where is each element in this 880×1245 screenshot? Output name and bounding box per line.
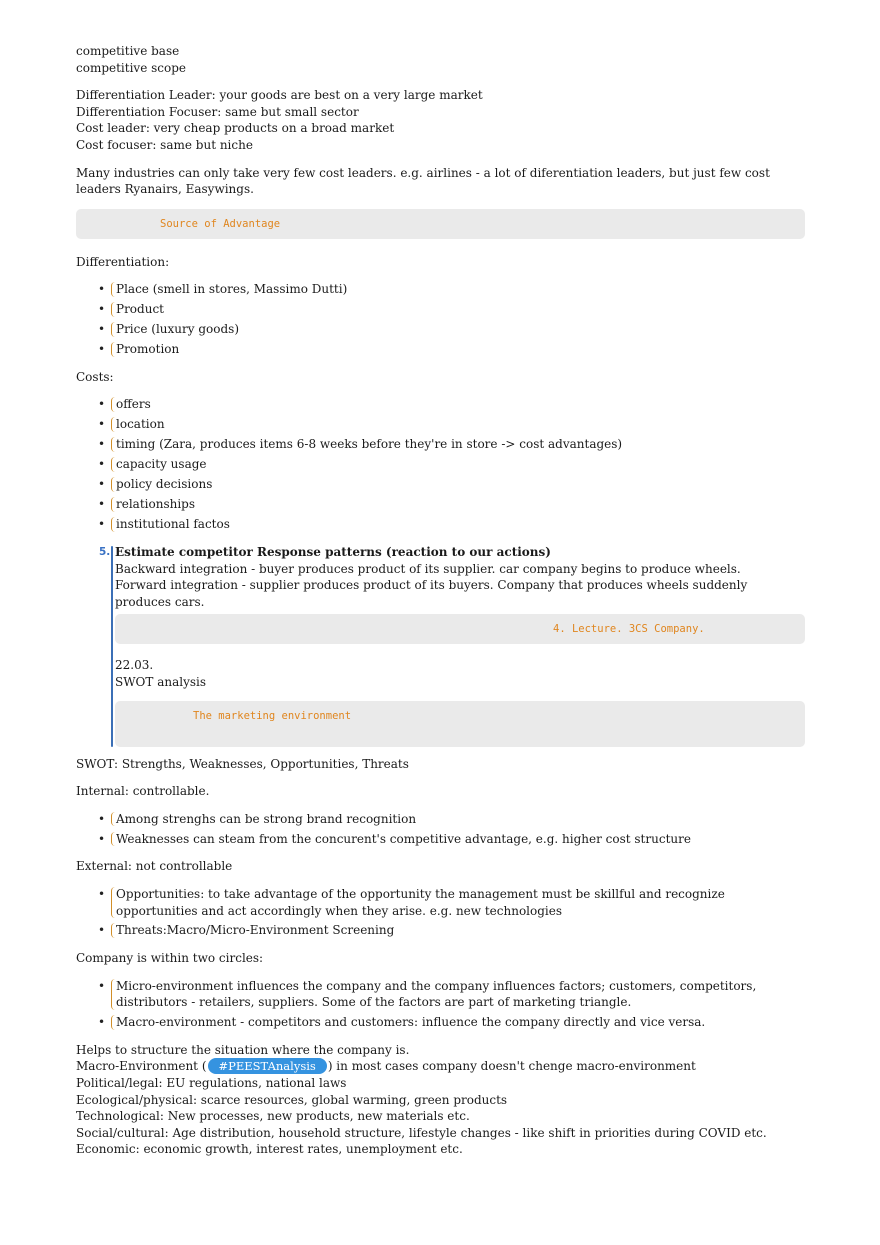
list-item — [100, 496, 805, 513]
list-item — [100, 516, 805, 533]
bullet-icon: • — [98, 342, 106, 357]
bullet-icon: • — [98, 497, 106, 512]
macro-env-before: Macro-Environment ( — [76, 1059, 207, 1074]
bullet-icon: • — [98, 517, 106, 532]
final-line: Economic: economic growth, interest rates, unemployment etc. — [76, 1142, 463, 1157]
list-item-text: capacity usage — [116, 457, 207, 472]
bullet-icon: • — [98, 457, 106, 472]
external-heading: External: not controllable — [76, 859, 233, 874]
numbered-item-line: Forward integration - supplier produces product of its buyers. Company that produces wheels suddenly produces cars. — [115, 578, 748, 609]
list-item-text: Macro-environment - competitors and customers: influence the company directly and vice versa. — [116, 1015, 706, 1030]
list-item-text: Price (luxury goods) — [116, 322, 240, 337]
list-item — [100, 416, 805, 433]
swot-paragraph: SWOT: Strengths, Weaknesses, Opportunities, Threats — [76, 756, 409, 771]
industries-paragraph: Many industries can only take very few cost leaders. e.g. airlines - a lot of diferentiation leaders, but just few cost leaders Ryanairs, Easywings. — [76, 165, 770, 197]
list-item-text: Opportunities: to take advantage of the opportunity the management must be skillful and recognize opportunities and act accordingly when they arise. e.g. new technologies — [116, 886, 725, 918]
item-brace-icon — [111, 832, 115, 847]
list-item — [100, 281, 805, 298]
list-item — [100, 301, 805, 318]
code-text: The marketing environment — [193, 709, 352, 722]
final-line: Helps to structure the situation where the company is. — [76, 1042, 410, 1057]
swot-title-line: SWOT analysis — [115, 674, 207, 689]
bullet-icon: • — [98, 1015, 106, 1030]
final-line: Political/legal: EU regulations, national laws — [76, 1076, 347, 1091]
strategy-line: Cost leader: very cheap products on a broad market — [76, 121, 395, 136]
bullet-icon: • — [98, 417, 106, 432]
final-line: Technological: New processes, new products, new materials etc. — [76, 1109, 470, 1124]
list-item — [100, 456, 805, 473]
item-brace-icon — [111, 517, 115, 532]
bullet-icon: • — [98, 886, 106, 901]
item-brace-icon — [111, 1015, 115, 1030]
bullet-icon: • — [98, 437, 106, 452]
bullet-icon: • — [98, 302, 106, 317]
external-list — [76, 886, 805, 939]
list-item — [100, 476, 805, 493]
list-item-text: Weaknesses can steam from the concurent's competitive advantage, e.g. higher cost structure — [116, 831, 691, 846]
item-brace-icon — [111, 923, 115, 938]
list-item-text: Product — [116, 302, 164, 317]
bullet-icon: • — [98, 831, 106, 846]
bullet-icon: • — [98, 477, 106, 492]
peest-analysis-tag[interactable]: #PEESTAnalysis — [208, 1058, 327, 1074]
numbered-item-line: Backward integration - buyer produces product of its supplier. car company begins to produce wheels. — [115, 561, 741, 576]
item-brace-icon — [111, 302, 115, 317]
list-item-text: Threats:Macro/Micro-Environment Screening — [116, 923, 395, 938]
numbered-item-title: Estimate competitor Response patterns (reaction to our actions) — [115, 544, 551, 559]
list-item — [100, 922, 805, 939]
item-brace-icon — [111, 477, 115, 492]
differentiation-list — [76, 281, 805, 358]
macro-env-after: ) in most cases company doesn't chenge macro-environment — [327, 1059, 696, 1074]
item-brace-icon — [111, 342, 115, 357]
item-brace-icon — [111, 812, 115, 827]
item-brace-icon — [111, 979, 115, 1010]
internal-heading: Internal: controllable. — [76, 784, 210, 799]
list-item-text: Place (smell in stores, Massimo Dutti) — [116, 282, 348, 297]
costs-heading: Costs: — [76, 369, 114, 384]
list-item — [100, 1014, 805, 1031]
list-item — [100, 341, 805, 358]
code-text: 4. Lecture. 3CS Company. — [553, 623, 705, 636]
final-line: Social/cultural: Age distribution, household structure, lifestyle changes - like shift in priorities during COVID etc. — [76, 1125, 767, 1140]
bullet-icon: • — [98, 811, 106, 826]
list-item-text: Micro-environment influences the company and the company influences factors; customers, competitors, distributors - retailers, suppliers. Some of the factors are part of marketing triangle. — [116, 978, 757, 1010]
list-item — [100, 436, 805, 453]
differentiation-heading: Differentiation: — [76, 254, 170, 269]
list-item-text: Among strenghs can be strong brand recognition — [116, 811, 417, 826]
internal-list — [76, 811, 805, 848]
bullet-icon: • — [98, 978, 106, 993]
intro-line: competitive base — [76, 44, 180, 58]
item-brace-icon — [111, 397, 115, 412]
list-item — [100, 396, 805, 413]
list-item — [100, 978, 805, 1011]
intro-paragraph — [76, 43, 805, 76]
bullet-icon: • — [98, 923, 106, 938]
list-number: 5. — [99, 545, 111, 558]
bullet-icon: • — [98, 282, 106, 297]
item-brace-icon — [111, 437, 115, 452]
list-item — [100, 831, 805, 848]
list-item — [100, 811, 805, 828]
costs-list — [76, 396, 805, 533]
intro-line: competitive scope — [76, 60, 187, 75]
list-item-text: location — [116, 417, 165, 432]
bullet-icon: • — [98, 322, 106, 337]
item-brace-icon — [111, 457, 115, 472]
strategy-line: Cost focuser: same but niche — [76, 137, 253, 152]
code-block-lecture — [115, 614, 805, 644]
list-item — [100, 321, 805, 338]
list-item-text: institutional factos — [116, 517, 230, 532]
item-brace-icon — [111, 417, 115, 432]
final-line: Ecological/physical: scarce resources, global warming, green products — [76, 1092, 508, 1107]
item-brace-icon — [111, 282, 115, 297]
list-item-text: offers — [116, 397, 151, 412]
circles-heading: Company is within two circles: — [76, 951, 264, 966]
final-paragraph — [76, 1042, 805, 1158]
numbered-item-bar — [111, 546, 113, 747]
code-block-source-of-advantage — [76, 209, 805, 239]
list-item — [100, 886, 805, 919]
circles-list — [76, 978, 805, 1031]
list-item-text: policy decisions — [116, 477, 213, 492]
bullet-icon: • — [98, 397, 106, 412]
date-line: 22.03. — [115, 658, 154, 673]
list-item-text: Promotion — [116, 342, 180, 357]
list-item-text: timing (Zara, produces items 6-8 weeks before they're in store -> cost advantages) — [116, 437, 623, 452]
numbered-item-5 — [76, 544, 805, 747]
list-item-text: relationships — [116, 497, 196, 512]
strategy-line: Differentiation Focuser: same but small sector — [76, 104, 359, 119]
item-brace-icon — [111, 322, 115, 337]
item-brace-icon — [111, 887, 115, 918]
strategy-line: Differentiation Leader: your goods are best on a very large market — [76, 88, 483, 103]
code-text: Source of Advantage — [160, 217, 281, 230]
strategies-paragraph — [76, 87, 805, 153]
code-block-marketing-environment — [115, 701, 805, 747]
item-brace-icon — [111, 497, 115, 512]
